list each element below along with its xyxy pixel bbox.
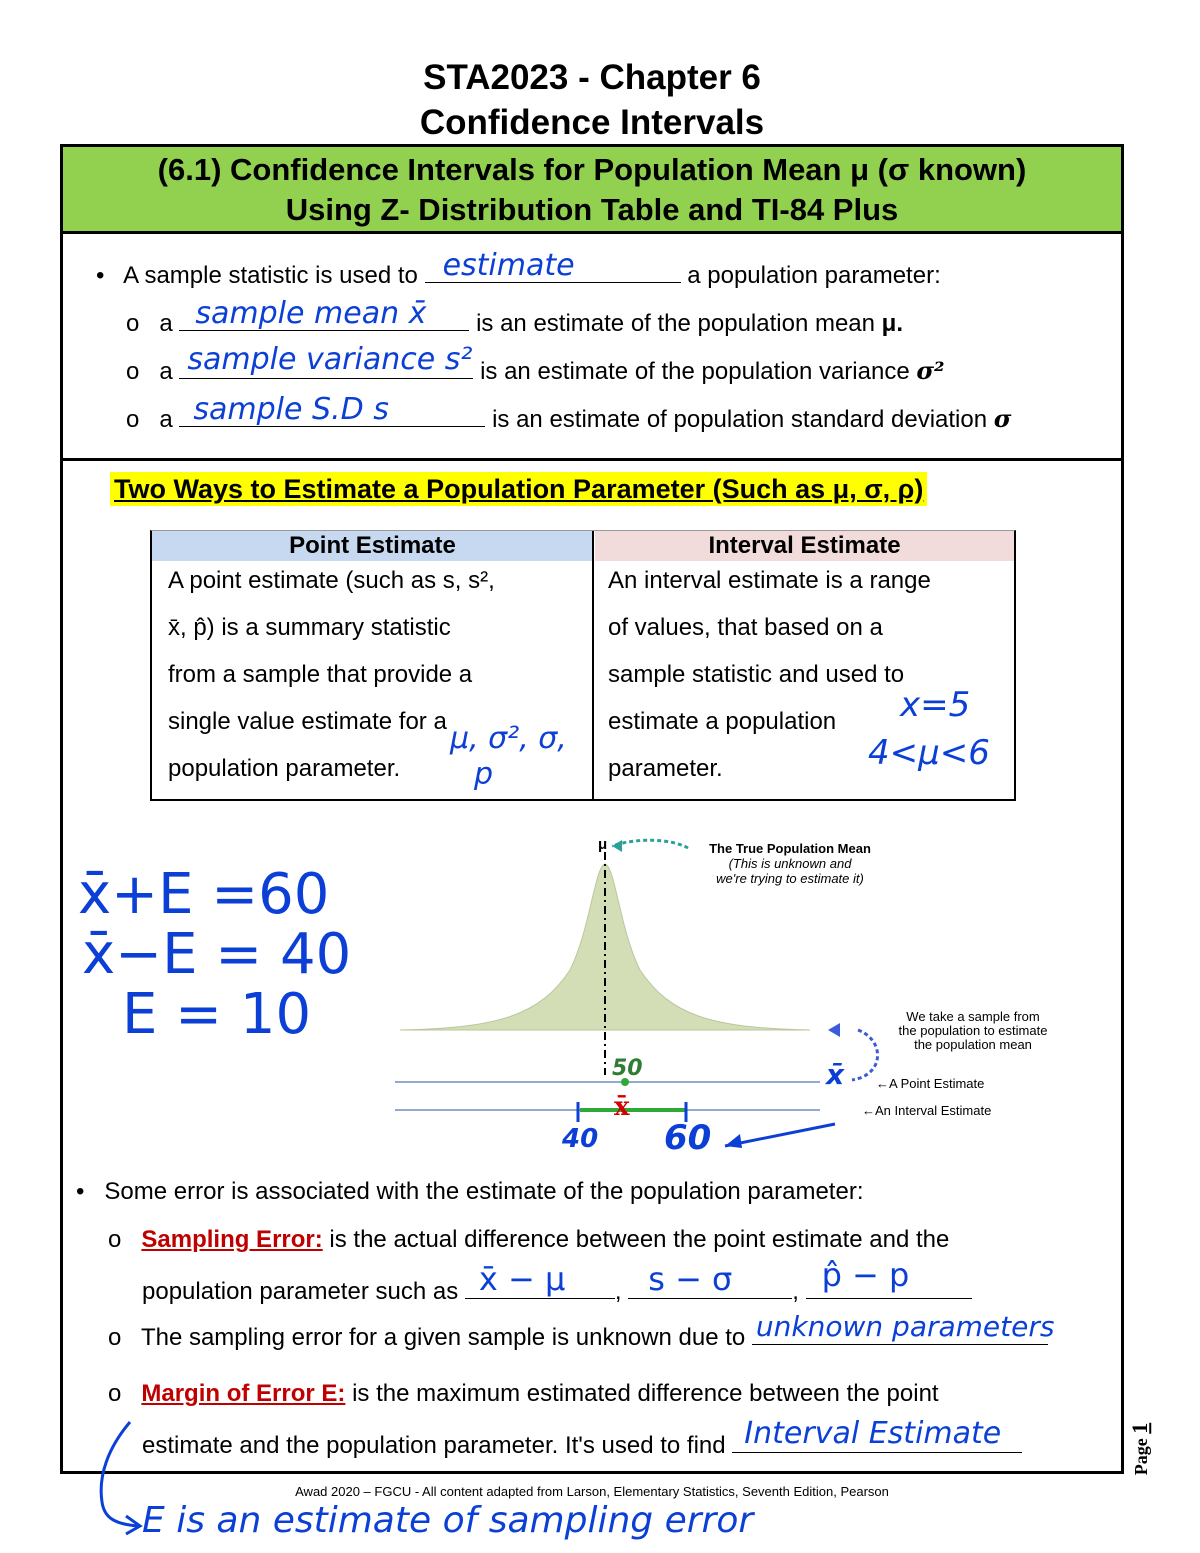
hand-xbar: x̄ (826, 1058, 845, 1091)
section-title-line2: Using Z- Distribution Table and TI-84 Plus (285, 192, 899, 227)
sub-bullet-2-text: is an estimate of the population variance (480, 358, 910, 385)
bullet-1 (96, 248, 941, 290)
interval-line-1: An interval estimate is a range (608, 567, 931, 594)
section-header (63, 147, 1121, 234)
circle-bullet-icon: o (108, 1324, 122, 1351)
blank-sample-variance (179, 342, 473, 379)
sub-bullet-1 (126, 296, 904, 338)
sub-bullet-3 (126, 392, 1012, 434)
interval-line-3: sample statistic and used to (608, 661, 905, 688)
true-mean-arrow (612, 840, 688, 848)
hand-eq-3: E = 10 (122, 982, 312, 1047)
point-estimate-body (168, 557, 495, 792)
point-line-3: from a sample that provide a (168, 661, 473, 688)
true-mean-line-1: The True Population Mean (709, 841, 871, 856)
hand-estimate: estimate (442, 248, 575, 283)
circle-bullet-icon: o (108, 1226, 122, 1253)
hand-interval-estimate: Interval Estimate (744, 1416, 1002, 1451)
interval-line-5: parameter. (608, 755, 723, 782)
page-num: 1 (1127, 1422, 1153, 1434)
margin-error-def: is the maximum estimated difference between the point (352, 1380, 939, 1407)
section-title-line1: (6.1) Confidence Intervals for Population Mean μ (σ known) (157, 152, 1027, 187)
margin-error-term: Margin of Error E: (141, 1380, 346, 1407)
hand-40: 40 (562, 1124, 599, 1154)
circle-bullet-icon: o (126, 406, 140, 433)
mu-label: μ (598, 836, 608, 853)
hand-eq-2: x̄−E = 40 (82, 922, 352, 987)
hand-50: 50 (612, 1056, 643, 1081)
bullet-1-suffix: a population parameter: (687, 262, 941, 289)
blank-xbar-mu (465, 1260, 615, 1299)
mu-symbol: μ. (881, 310, 904, 337)
red-xbar: x̄ (614, 1092, 630, 1122)
bullet-dot: • (76, 1178, 85, 1205)
blank-estimate (425, 248, 681, 283)
sample-line-3: the population mean (914, 1037, 1032, 1052)
error-intro-text: Some error is associated with the estimate of the population parameter: (104, 1178, 864, 1205)
hand-sample-mean: sample mean x̄ (195, 296, 427, 331)
sampling-error-term: Sampling Error: (141, 1226, 323, 1253)
page-number (1126, 1422, 1166, 1482)
interval-line-2: of values, that based on a (608, 614, 883, 641)
circle-bullet-icon: o (108, 1380, 122, 1407)
error-intro (76, 1178, 863, 1206)
sigma-symbol: σ (993, 404, 1012, 433)
sampling-error-def-2: population parameter such as (142, 1278, 459, 1305)
sampling-error-def: is the actual difference between the point estimate and the (329, 1226, 950, 1253)
hand-arrow-60 (725, 1124, 835, 1146)
hand-unknown-params: unknown parameters (755, 1310, 1055, 1343)
page-subtitle: Confidence Intervals (419, 103, 765, 142)
hand-sample-sd: sample S.D s (193, 392, 389, 427)
footer-credit: Awad 2020 – FGCU - All content adapted from Larson, Elementary Statistics, Seventh Edition, Pearson (295, 1484, 889, 1499)
true-mean-line-3: we're trying to estimate it) (716, 871, 864, 886)
interval-line-4: estimate a population (608, 708, 837, 735)
page-label: Page (1131, 1438, 1152, 1476)
sample-line-1: We take a sample from (906, 1009, 1040, 1024)
blank-sample-mean (179, 296, 469, 331)
point-line-5: population parameter. (168, 755, 401, 782)
interval-estimate-label: ←An Interval Estimate (862, 1103, 992, 1118)
hand-x-equals-5: x=5 (900, 685, 971, 725)
hand-4-mu-6: 4<μ<6 (868, 733, 990, 773)
hand-xbar-mu: x̄ − μ (478, 1260, 566, 1298)
point-estimate-header: Point Estimate (152, 531, 593, 561)
interval-estimate-header: Interval Estimate (595, 531, 1014, 561)
sampling-error-item (108, 1226, 949, 1254)
circle-bullet-icon: o (126, 358, 140, 385)
blank-unknown (752, 1310, 1055, 1345)
estimate-table (150, 530, 1016, 801)
point-line-2: x̄, p̂) is a summary statistic (168, 614, 451, 641)
margin-error-item (108, 1380, 939, 1408)
margin-error-def-line-2 (142, 1416, 1022, 1460)
point-line-1: A point estimate (such as s, s², (168, 567, 495, 594)
hand-phat-p: p̂ − p (821, 1256, 910, 1294)
unknown-error-text: The sampling error for a given sample is unknown due to (140, 1324, 746, 1351)
hand-60: 60 (664, 1118, 712, 1158)
two-ways-title: Two Ways to Estimate a Population Parameter (Such as μ, σ, ρ) (110, 472, 927, 506)
divider (63, 458, 1121, 461)
sub-bullet-1-text: is an estimate of the population mean (476, 310, 875, 337)
two-ways-heading (110, 474, 927, 505)
margin-error-def-2: estimate and the population parameter. It's used to find (142, 1432, 726, 1459)
sample-line-2: the population to estimate (898, 1023, 1048, 1038)
true-mean-note (692, 841, 888, 886)
blank-s-sigma (628, 1260, 792, 1299)
sub-bullet-3-prefix: a (159, 406, 173, 433)
true-mean-line-2: (This is unknown and (728, 856, 852, 871)
point-estimate-label: ←A Point Estimate (876, 1076, 985, 1091)
table-divider (592, 531, 594, 800)
sub-bullet-2 (126, 342, 945, 386)
hand-sample-variance: sample variance s² (187, 342, 473, 377)
sigma-squared-symbol: σ² (916, 356, 945, 385)
hand-p: p (474, 757, 494, 792)
sub-bullet-2-prefix: a (159, 358, 173, 385)
blank-interval-estimate (732, 1416, 1022, 1453)
circle-bullet-icon: o (126, 310, 140, 337)
sampling-error-examples: population parameter such as x̄ − μ , s − σ , p̂ − p (142, 1274, 972, 1306)
unknown-error-item (108, 1310, 1055, 1352)
hand-params: μ, σ², σ, (450, 721, 567, 756)
hand-s-sigma: s − σ (648, 1260, 733, 1298)
page-title: STA2023 - Chapter 6 (423, 58, 761, 97)
sub-bullet-3-text: is an estimate of population standard deviation (492, 406, 988, 433)
point-line-4: single value estimate for a (168, 708, 447, 735)
sub-bullet-1-prefix: a (159, 310, 173, 337)
sample-note (872, 1010, 1074, 1052)
hand-bottom-note: E is an estimate of sampling error (142, 1500, 754, 1541)
blank-phat-p (806, 1256, 972, 1299)
bullet-1-prefix: A sample statistic is used to (123, 262, 418, 289)
blank-sample-sd (179, 392, 485, 427)
hand-eq-1: x̄+E =60 (78, 862, 330, 927)
bullet-dot: • (96, 262, 105, 289)
